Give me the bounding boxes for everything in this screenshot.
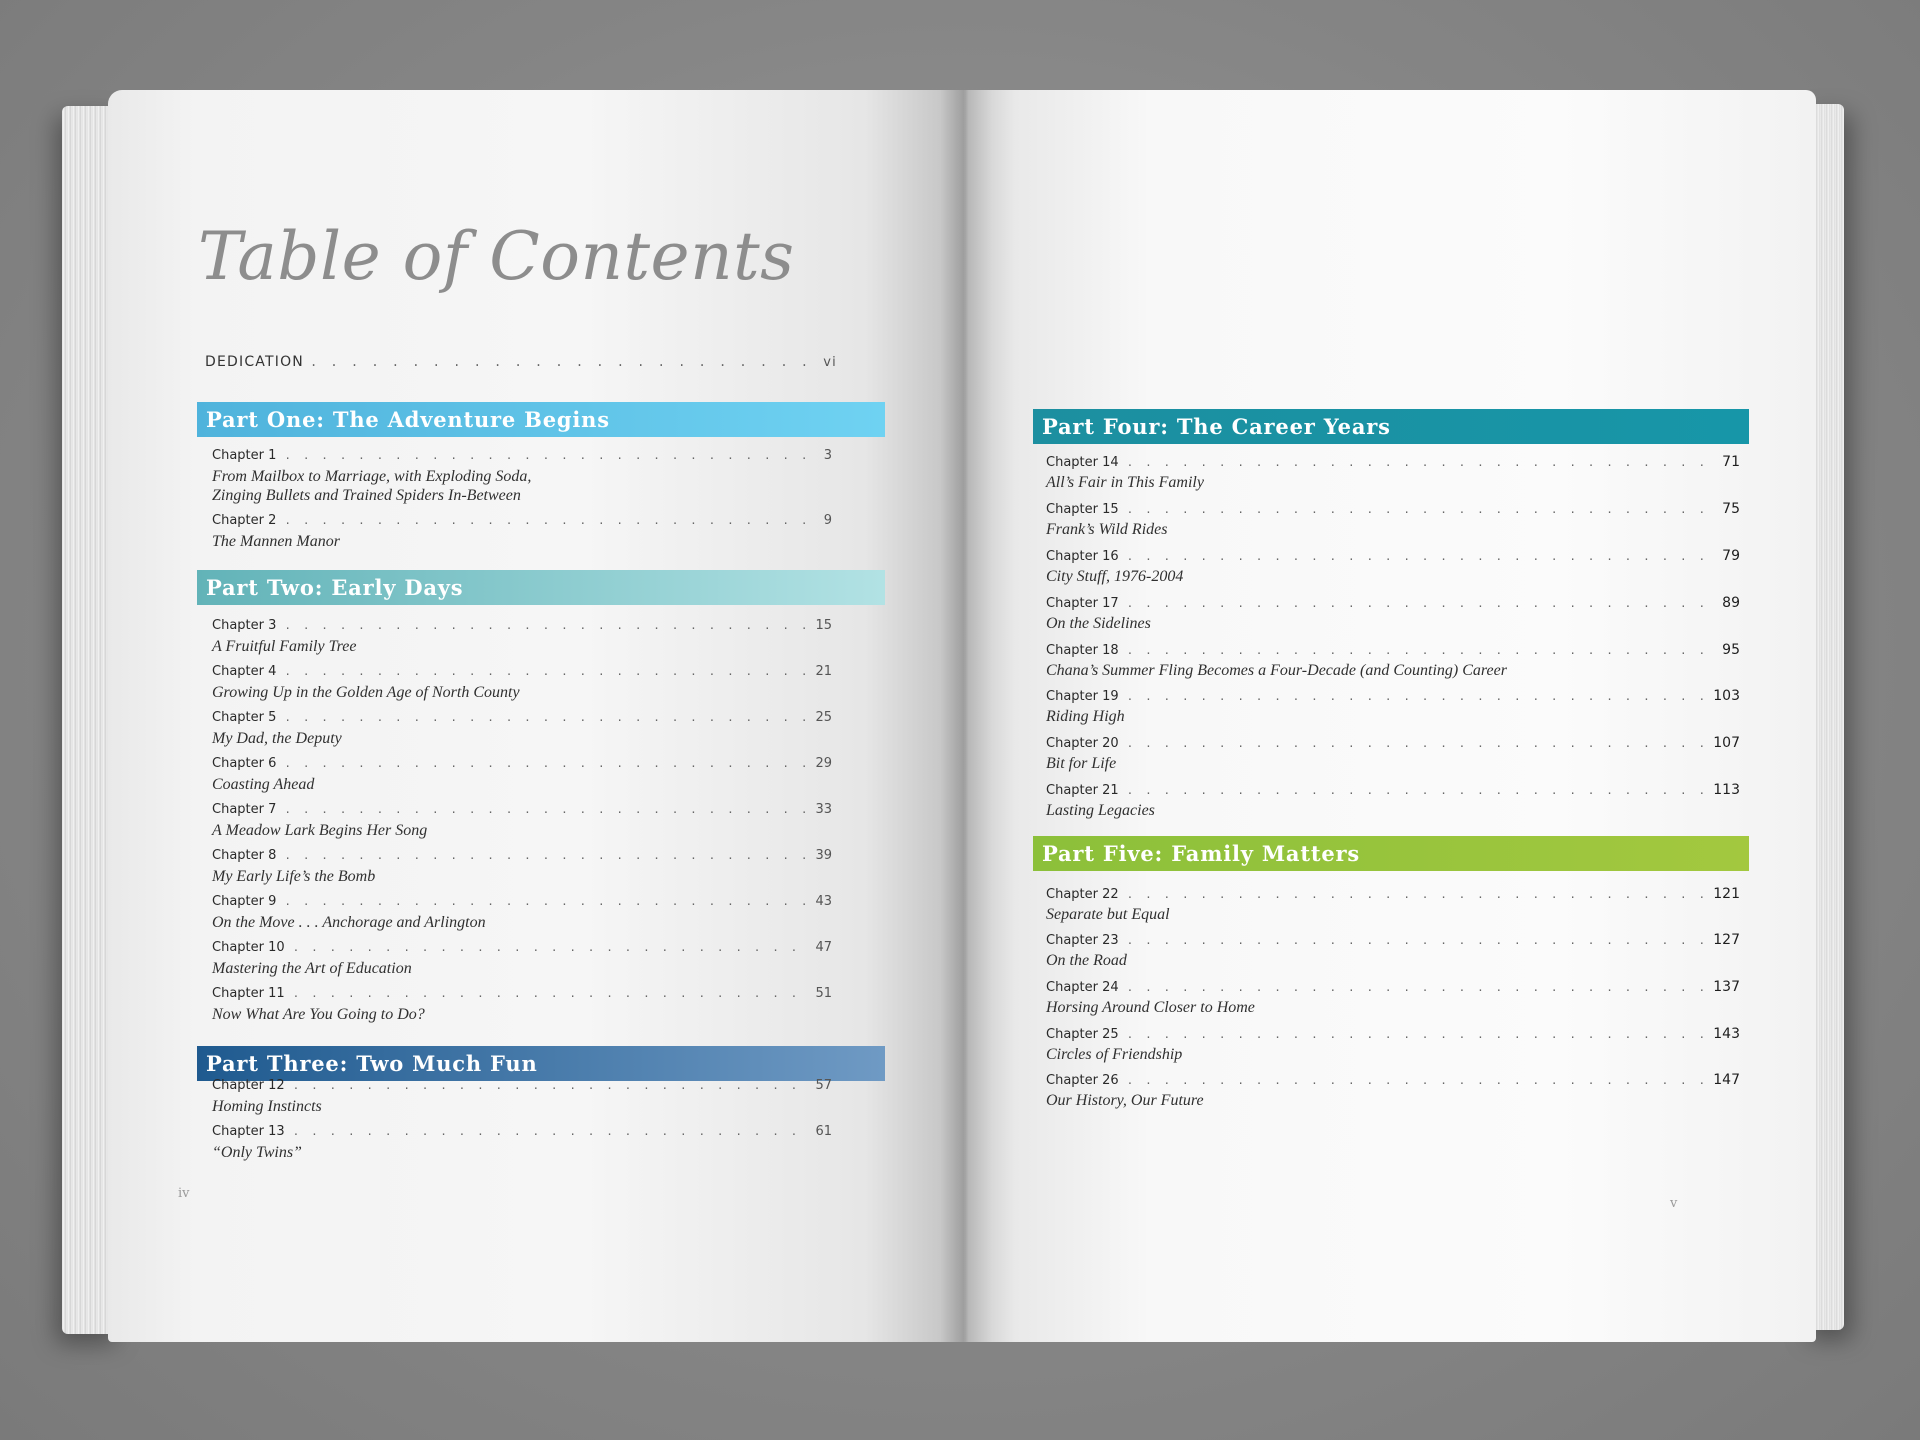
chapter-page-number: 107 <box>1713 735 1740 751</box>
chapter-line <box>1046 886 1740 905</box>
toc-entry <box>212 710 832 750</box>
toc-entry <box>1046 688 1740 728</box>
left-page <box>108 90 968 1342</box>
toc-entry <box>1046 1072 1740 1112</box>
dot-leader <box>284 665 811 678</box>
chapter-line <box>212 802 832 821</box>
dot-leader <box>293 941 812 954</box>
dot-leader <box>284 757 811 770</box>
dot-leader <box>1127 690 1710 703</box>
chapter-page-number: 121 <box>1713 886 1740 902</box>
chapter-title: The Mannen Manor <box>212 533 340 550</box>
chapter-title: Now What Are You Going to Do? <box>212 1006 425 1023</box>
toc-entry <box>212 894 832 934</box>
chapter-title: Mastering the Art of Education <box>212 960 412 977</box>
chapter-line <box>212 894 832 913</box>
chapter-page-number: 79 <box>1722 548 1740 564</box>
toc-entry <box>212 940 832 980</box>
chapter-title: A Fruitful Family Tree <box>212 638 357 655</box>
dot-leader <box>1127 784 1710 797</box>
page-title: Table of Contents <box>198 218 795 295</box>
chapter-label: Chapter 23 <box>1046 933 1119 948</box>
chapter-line <box>1046 1072 1740 1091</box>
chapter-page-number: 39 <box>815 848 832 863</box>
page-number-right: v <box>1670 1196 1678 1211</box>
dedication-page: vi <box>823 355 837 370</box>
dedication-label: DEDICATION <box>205 354 304 370</box>
chapter-page-number: 75 <box>1722 501 1740 517</box>
dot-leader <box>284 711 811 724</box>
dot-leader <box>1127 597 1719 610</box>
chapter-page-number: 89 <box>1722 595 1740 611</box>
chapter-line <box>1046 548 1740 567</box>
chapter-label: Chapter 5 <box>212 710 277 725</box>
chapter-line <box>212 940 832 959</box>
chapter-label: Chapter 16 <box>1046 549 1119 564</box>
chapter-label: Chapter 10 <box>212 940 285 955</box>
toc-entry <box>1046 595 1740 635</box>
toc-entry <box>212 1078 832 1118</box>
part-heading-banner: Part Four: The Career Years <box>1033 409 1749 444</box>
toc-entry <box>212 448 832 504</box>
chapter-title: A Meadow Lark Begins Her Song <box>212 822 428 839</box>
chapter-line <box>212 848 832 867</box>
chapter-label: Chapter 26 <box>1046 1073 1119 1088</box>
dot-leader <box>1127 1074 1710 1087</box>
chapter-title: On the Move . . . Anchorage and Arlington <box>212 914 486 931</box>
dot-leader <box>1127 981 1710 994</box>
chapter-page-number: 9 <box>823 513 832 528</box>
chapter-title-continued: Zinging Bullets and Trained Spiders In-Between <box>212 487 521 504</box>
chapter-page-number: 25 <box>815 710 832 725</box>
dot-leader <box>1127 456 1719 469</box>
chapter-page-number: 43 <box>815 894 832 909</box>
chapter-page-number: 95 <box>1722 642 1740 658</box>
chapter-page-number: 71 <box>1722 454 1740 470</box>
dot-leader <box>310 355 817 369</box>
chapter-line <box>212 1124 832 1143</box>
book-gutter <box>940 90 992 1342</box>
toc-entry <box>1046 932 1740 972</box>
chapter-line <box>1046 979 1740 998</box>
chapter-title: “Only Twins” <box>212 1144 302 1161</box>
chapter-line <box>1046 688 1740 707</box>
chapter-title: City Stuff, 1976-2004 <box>1046 568 1184 585</box>
chapter-line <box>1046 782 1740 801</box>
chapter-line <box>1046 735 1740 754</box>
toc-entry <box>1046 735 1740 775</box>
chapter-label: Chapter 20 <box>1046 736 1119 751</box>
chapter-title: My Dad, the Deputy <box>212 730 342 747</box>
chapter-title: From Mailbox to Marriage, with Exploding Soda, <box>212 468 532 485</box>
chapter-title: Riding High <box>1046 708 1125 725</box>
dot-leader <box>284 849 811 862</box>
chapter-line <box>212 513 832 532</box>
chapter-title: Homing Instincts <box>212 1098 322 1115</box>
chapter-label: Chapter 2 <box>212 513 277 528</box>
dot-leader <box>1127 934 1710 947</box>
dot-leader <box>284 449 819 462</box>
toc-entry <box>1046 782 1740 822</box>
chapter-label: Chapter 17 <box>1046 596 1119 611</box>
dot-leader <box>1127 644 1719 657</box>
part-heading-banner: Part Five: Family Matters <box>1033 836 1749 871</box>
chapter-page-number: 33 <box>815 802 832 817</box>
chapter-label: Chapter 19 <box>1046 689 1119 704</box>
chapter-page-number: 143 <box>1713 1026 1740 1042</box>
toc-entry <box>1046 642 1740 682</box>
chapter-line <box>212 448 832 467</box>
chapter-page-number: 147 <box>1713 1072 1740 1088</box>
dot-leader <box>293 1079 812 1092</box>
chapter-title: Coasting Ahead <box>212 776 315 793</box>
toc-entry <box>1046 979 1740 1019</box>
chapter-line <box>1046 501 1740 520</box>
toc-entry <box>212 848 832 888</box>
chapter-page-number: 29 <box>815 756 832 771</box>
chapter-label: Chapter 7 <box>212 802 277 817</box>
chapter-label: Chapter 4 <box>212 664 277 679</box>
toc-entry <box>212 618 832 658</box>
toc-entry <box>1046 886 1740 926</box>
chapter-title: Circles of Friendship <box>1046 1046 1183 1063</box>
chapter-title: On the Road <box>1046 952 1127 969</box>
chapter-label: Chapter 13 <box>212 1124 285 1139</box>
page-number-left: iv <box>178 1186 190 1201</box>
chapter-page-number: 21 <box>815 664 832 679</box>
chapter-title: My Early Life’s the Bomb <box>212 868 376 885</box>
toc-entry <box>212 513 832 553</box>
toc-entry <box>1046 548 1740 588</box>
chapter-title: Chana’s Summer Fling Becomes a Four-Decade (and Counting) Career <box>1046 662 1507 679</box>
chapter-line <box>1046 454 1740 473</box>
chapter-label: Chapter 15 <box>1046 502 1119 517</box>
chapter-label: Chapter 24 <box>1046 980 1119 995</box>
dot-leader <box>284 803 811 816</box>
dot-leader <box>1127 888 1710 901</box>
chapter-label: Chapter 12 <box>212 1078 285 1093</box>
chapter-page-number: 51 <box>815 986 832 1001</box>
chapter-line <box>1046 932 1740 951</box>
chapter-label: Chapter 11 <box>212 986 285 1001</box>
chapter-label: Chapter 6 <box>212 756 277 771</box>
dot-leader <box>1127 737 1710 750</box>
chapter-label: Chapter 22 <box>1046 887 1119 902</box>
chapter-page-number: 3 <box>823 448 832 463</box>
dot-leader <box>284 619 811 632</box>
chapter-label: Chapter 8 <box>212 848 277 863</box>
toc-entry <box>212 664 832 704</box>
chapter-label: Chapter 18 <box>1046 643 1119 658</box>
chapter-page-number: 113 <box>1713 782 1740 798</box>
chapter-title: On the Sidelines <box>1046 615 1151 632</box>
dot-leader <box>284 895 811 908</box>
chapter-line <box>1046 1026 1740 1045</box>
chapter-label: Chapter 3 <box>212 618 277 633</box>
dot-leader <box>284 514 819 527</box>
chapter-page-number: 103 <box>1713 688 1740 704</box>
chapter-label: Chapter 25 <box>1046 1027 1119 1042</box>
toc-entry <box>1046 501 1740 541</box>
chapter-line <box>1046 642 1740 661</box>
chapter-title: Horsing Around Closer to Home <box>1046 999 1255 1016</box>
chapter-page-number: 57 <box>815 1078 832 1093</box>
chapter-page-number: 47 <box>815 940 832 955</box>
chapter-title: All’s Fair in This Family <box>1046 474 1204 491</box>
toc-entry <box>212 756 832 796</box>
dot-leader <box>1127 550 1719 563</box>
chapter-title: Bit for Life <box>1046 755 1117 772</box>
chapter-title: Our History, Our Future <box>1046 1092 1204 1109</box>
toc-entry <box>212 986 832 1026</box>
toc-entry <box>1046 454 1740 494</box>
chapter-line <box>212 710 832 729</box>
toc-entry <box>212 802 832 842</box>
chapter-page-number: 61 <box>815 1124 832 1139</box>
chapter-title: Frank’s Wild Rides <box>1046 521 1168 538</box>
chapter-line <box>1046 595 1740 614</box>
chapter-page-number: 15 <box>815 618 832 633</box>
chapter-title: Lasting Legacies <box>1046 802 1155 819</box>
chapter-title: Separate but Equal <box>1046 906 1170 923</box>
dot-leader <box>293 987 812 1000</box>
dedication-entry <box>205 354 837 378</box>
dot-leader <box>293 1125 812 1138</box>
part-heading-banner: Part One: The Adventure Begins <box>197 402 885 437</box>
chapter-label: Chapter 21 <box>1046 783 1119 798</box>
toc-entry <box>212 1124 832 1164</box>
chapter-page-number: 127 <box>1713 932 1740 948</box>
chapter-line <box>212 618 832 637</box>
chapter-line <box>212 986 832 1005</box>
chapter-label: Chapter 1 <box>212 448 277 463</box>
chapter-label: Chapter 14 <box>1046 455 1119 470</box>
chapter-line <box>212 664 832 683</box>
chapter-line <box>212 756 832 775</box>
chapter-line <box>212 1078 832 1097</box>
chapter-page-number: 137 <box>1713 979 1740 995</box>
dot-leader <box>1127 1028 1710 1041</box>
dot-leader <box>1127 503 1719 516</box>
right-page <box>964 90 1816 1342</box>
chapter-title: Growing Up in the Golden Age of North County <box>212 684 520 701</box>
part-heading-banner: Part Three: Two Much Fun <box>197 1046 885 1081</box>
toc-entry <box>1046 1026 1740 1066</box>
chapter-label: Chapter 9 <box>212 894 277 909</box>
part-heading-banner: Part Two: Early Days <box>197 570 885 605</box>
